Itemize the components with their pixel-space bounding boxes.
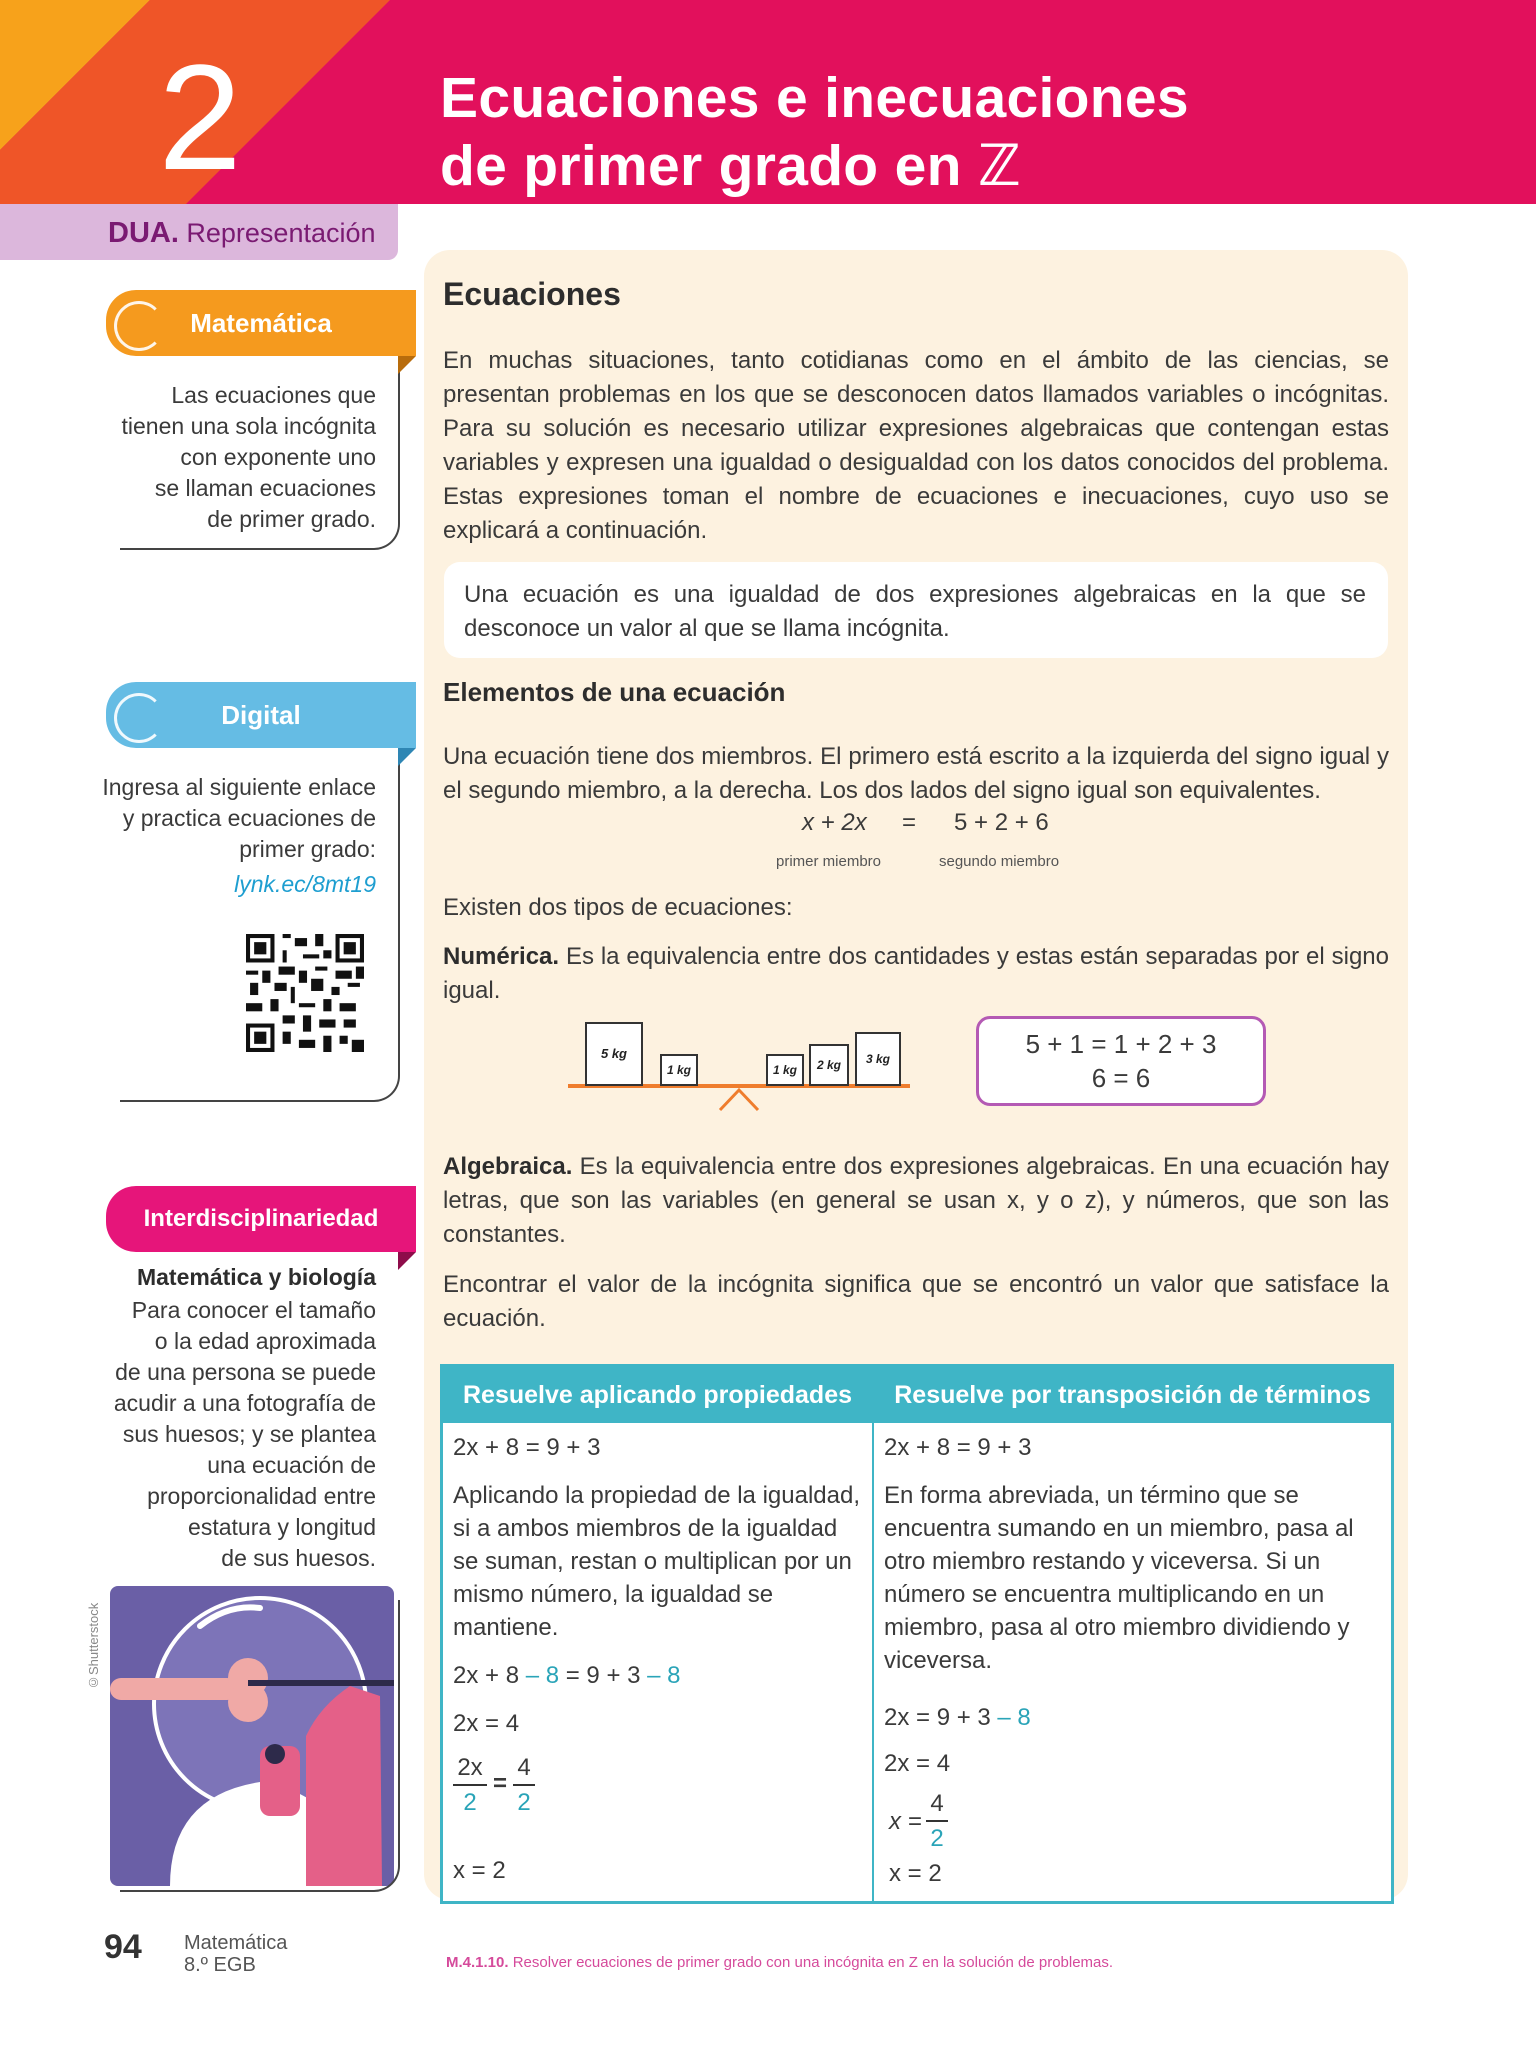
- col2-step: [884, 1701, 1031, 1734]
- weight-block: 3 kg: [855, 1032, 901, 1086]
- fraction-equals: =: [493, 1770, 508, 1797]
- text-line: una ecuación de: [207, 1452, 376, 1478]
- step-part: 2x + 8: [453, 1662, 520, 1689]
- solution-table: [440, 1364, 1394, 1904]
- fold-decoration: [398, 356, 416, 374]
- text-line: Ingresa al siguiente enlace: [102, 774, 376, 800]
- text-line: con exponente uno: [180, 444, 376, 470]
- step-part: – 8: [519, 1662, 560, 1689]
- types-intro: Existen dos tipos de ecuaciones:: [443, 894, 793, 921]
- text-line: primer grado:: [239, 836, 376, 862]
- curl-icon: [114, 301, 164, 351]
- standard-code: M.4.1.10.: [446, 1954, 509, 1971]
- text-line: tienen una sola incógnita: [121, 413, 376, 439]
- section-heading: Ecuaciones: [443, 276, 621, 312]
- footer-subject: [184, 1932, 287, 1976]
- digital-label: Digital: [221, 700, 301, 730]
- fraction-numerator: 4: [513, 1751, 535, 1786]
- weight-block: 1 kg: [766, 1054, 804, 1086]
- text-line: de sus huesos.: [221, 1545, 376, 1571]
- col2-step2: 2x = 4: [884, 1750, 951, 1777]
- equation-left: x + 2x: [802, 809, 867, 836]
- unit-title-line1: Ecuaciones e inecuaciones: [440, 66, 1189, 130]
- fraction-denominator: 2: [517, 1789, 531, 1816]
- text-line: Las ecuaciones que: [171, 382, 376, 408]
- col1-fraction-left: [453, 1751, 487, 1819]
- dua-rest: Representación: [178, 218, 376, 248]
- fold-decoration: [398, 1252, 416, 1270]
- numeric-equation-box: [976, 1016, 1266, 1106]
- text-line: se llaman ecuaciones: [154, 475, 376, 501]
- matematica-label: Matemática: [190, 308, 332, 338]
- col2-x-equals: x =: [889, 1808, 922, 1835]
- col1-equation: 2x + 8 = 9 + 3: [453, 1434, 601, 1461]
- interdisciplinariedad-label: Interdisciplinariedad: [143, 1205, 379, 1232]
- equation-right: 5 + 2 + 6: [954, 809, 1049, 836]
- find-paragraph: Encontrar el valor de la incógnita significa que se encontró un valor que satisface la ecuación.: [443, 1271, 1389, 1332]
- step-part: – 8: [640, 1662, 681, 1689]
- step-part: – 8: [990, 1704, 1031, 1731]
- numeric-equation-line1: 5 + 1 = 1 + 2 + 3: [1025, 1029, 1217, 1059]
- fold-decoration: [398, 748, 416, 766]
- subject-name: Matemática: [184, 1932, 288, 1954]
- text-line: de una persona se puede: [115, 1359, 376, 1385]
- text-line: de primer grado.: [207, 506, 376, 532]
- interdisciplinariedad-frame: [120, 1600, 400, 1892]
- fraction-denominator: 2: [463, 1789, 477, 1816]
- numeric-paragraph: [443, 940, 1389, 1008]
- col1-step2: 2x = 4: [453, 1710, 520, 1737]
- interdisciplinariedad-subtitle: Matemática y biología: [136, 1264, 376, 1290]
- col1-fraction-right: [513, 1751, 535, 1819]
- grade-level: 8.º EGB: [184, 1954, 256, 1976]
- dua-strong: DUA.: [108, 217, 179, 249]
- step-part: 2x = 9 + 3: [884, 1704, 991, 1731]
- col2-equation: 2x + 8 = 9 + 3: [884, 1434, 1032, 1461]
- weight-block: 5 kg: [585, 1022, 643, 1086]
- text-line: proporcionalidad entre: [147, 1483, 376, 1509]
- text-line: sus huesos; y se plantea: [122, 1421, 376, 1447]
- curriculum-standard: [446, 1954, 1113, 1971]
- table-divider: [872, 1367, 874, 1901]
- text-line: acudir a una fotografía de: [113, 1390, 376, 1416]
- table-header-transposition: Resuelve por transposición de términos: [874, 1367, 1391, 1423]
- col1-explanation: Aplicando la propiedad de la igualdad, si a ambos miembros de la igualdad se suman, restan o multiplican por un mismo número, la igualdad se mantiene.: [453, 1482, 860, 1641]
- matematica-text: [110, 380, 376, 535]
- balance-fulcrum: [716, 1086, 762, 1112]
- first-member-label: primer miembro: [776, 853, 882, 870]
- col2-result: x = 2: [889, 1860, 942, 1887]
- unit-title-line2: de primer grado en ℤ: [440, 134, 1022, 198]
- page-number: 94: [104, 1928, 142, 1966]
- elements-heading: Elementos de una ecuación: [443, 677, 786, 707]
- text-line: estatura y longitud: [188, 1514, 376, 1540]
- text-line: y practica ecuaciones de: [122, 805, 376, 831]
- numeric-equation-line2: 6 = 6: [1091, 1063, 1151, 1093]
- qr-code-icon[interactable]: [246, 934, 364, 1052]
- fraction-denominator: 2: [930, 1825, 944, 1852]
- algebraic-paragraph: [443, 1150, 1389, 1252]
- image-credit: ©Shutterstock: [86, 1602, 101, 1690]
- curl-icon: [114, 693, 164, 743]
- text-line: Para conocer el tamaño: [131, 1297, 376, 1323]
- second-member-label: segundo miembro: [939, 853, 1060, 870]
- dua-label: [108, 218, 376, 248]
- col1-result: x = 2: [453, 1857, 506, 1884]
- unit-number: 2: [158, 33, 242, 201]
- numeric-term: Numérica.: [443, 943, 560, 970]
- fraction-numerator: 4: [926, 1787, 948, 1822]
- definition-text: Una ecuación es una igualdad de dos expresiones algebraicas en la que se desconoce un valor al que se llama incógnita.: [464, 581, 1366, 642]
- unit-title: [440, 64, 1189, 200]
- table-header-properties: Resuelve aplicando propiedades: [443, 1367, 872, 1423]
- interdisciplinariedad-text: [100, 1262, 376, 1574]
- numeric-text: Es la equivalencia entre dos cantidades y estas están separadas por el signo igual.: [443, 943, 1389, 1004]
- interdisciplinariedad-pill: [106, 1186, 416, 1252]
- standard-text: Resolver ecuaciones de primer grado con una incógnita en Z en la solución de problemas.: [508, 1954, 1114, 1971]
- equation-equals: =: [902, 809, 917, 836]
- step-part: = 9 + 3: [559, 1662, 641, 1689]
- digital-link[interactable]: lynk.ec/8mt19: [234, 871, 376, 897]
- weight-block: 2 kg: [809, 1044, 849, 1086]
- intro-paragraph: En muchas situaciones, tanto cotidianas como en el ámbito de las ciencias, se presentan problemas en los que se desconocen datos llamados variables o incógnitas. Para su solución es necesario utilizar expresiones algebraicas que contengan estas variables y expresen una igualdad o desigualdad con los datos conocidos del problema. Estas expresiones toman el nombre de ecuaciones e inecuaciones, cuyo uso se explicará a continuación.: [443, 347, 1389, 544]
- algebraic-term: Algebraica.: [443, 1153, 573, 1180]
- text-line: o la edad aproximada: [154, 1328, 376, 1354]
- algebraic-text: Es la equivalencia entre dos expresiones algebraicas. En una ecuación hay letras, que son las variables (en general se usan x, y o z), y números, que son las constantes.: [443, 1153, 1389, 1248]
- weight-block: 1 kg: [660, 1054, 698, 1086]
- col2-fraction: [926, 1787, 948, 1855]
- elements-paragraph: Una ecuación tiene dos miembros. El primero está escrito a la izquierda del signo igual y el segundo miembro, a la derecha. Los dos lados del signo igual son equivalentes.: [443, 743, 1389, 804]
- fraction-numerator: 2x: [453, 1751, 487, 1786]
- col2-explanation: En forma abreviada, un término que se encuentra sumando en un miembro, pasa al otro miembro restando y viceversa. Si un número se encuentra multiplicando en un miembro, pasa al otro miembro dividiendo y viceversa.: [884, 1482, 1354, 1674]
- col1-step: [453, 1659, 681, 1692]
- digital-text: [90, 772, 376, 900]
